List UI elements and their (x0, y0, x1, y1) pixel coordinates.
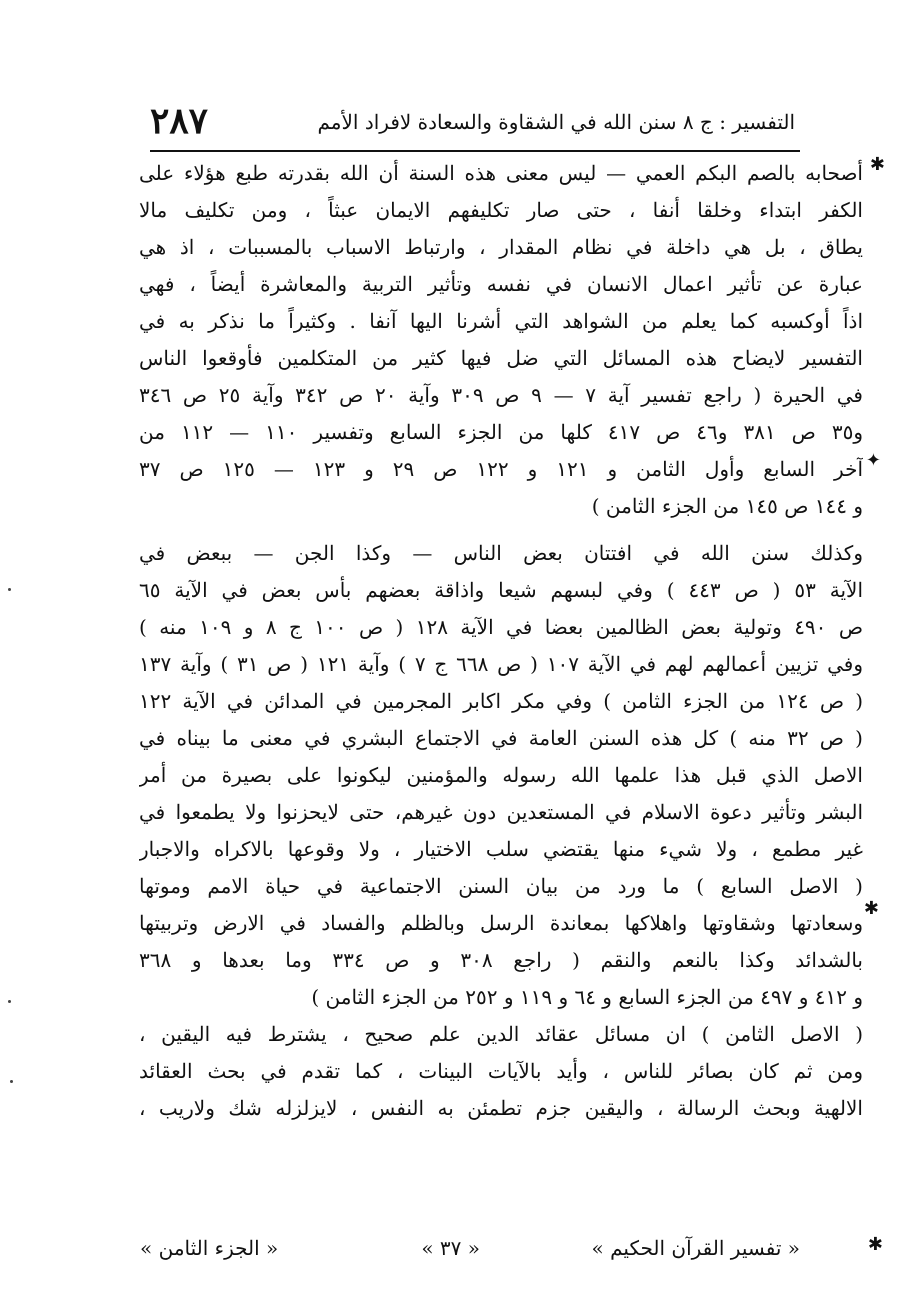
scan-speck (8, 1000, 11, 1003)
footer-page-number: « ٣٧ » (421, 1236, 480, 1260)
text-line: اذاً أوكسبه كما يعلم من الشواهد التي أشرنا اليها آنفا . وكثيراً ما نذكر به في (139, 309, 863, 333)
text-line: أصحابه بالصم البكم العمي — ليس معنى هذه السنة أن الله بقدرته طبع هؤلاء على (139, 161, 863, 185)
text-line: ( ص ١٢٤ من الجزء الثامن ) وفي مكر اكابر المجرمين في المدائن في الآية ١٢٢ (139, 689, 863, 713)
body-text (139, 155, 863, 1127)
text-line: وكذلك سنن الله في افتتان بعض الناس — وكذا الجن — ببعض في (139, 541, 863, 565)
margin-mark-icon: ✱ (869, 154, 885, 175)
text-line: بالشدائد وكذا بالنعم والنقم ( راجع ٣٠٨ و ص ٣٣٤ وما بعدها و ٣٦٨ (139, 948, 863, 972)
running-footer (140, 1232, 800, 1268)
text-line: آخر السابع وأول الثامن و ١٢١ و ١٢٢ ص ٢٩ و ١٢٣ — ١٢٥ ص ٣٧ (139, 457, 863, 481)
text-line: التفسير لايضاح هذه المسائل التي ضل فيها كثير من المتكلمين فأوقعوا الناس (139, 346, 863, 370)
running-header (150, 98, 795, 150)
margin-mark-icon: ✱ (863, 898, 879, 919)
header-title: التفسير : ج ٨ سنن الله في الشقاوة والسعادة لافراد الأمم (317, 110, 795, 134)
text-line: و ٤١٢ و ٤٩٧ من الجزء السابع و ٦٤ و ١١٩ و ٢٥٢ من الجزء الثامن ) (311, 985, 863, 1009)
text-line: وفي تزيين أعمالهم لهم في الآية ١٠٧ ( ص ٦٦٨ ج ٧ ) وآية ١٢١ ( ص ٣١ ) وآية ١٣٧ (139, 652, 863, 676)
text-line: ص ٤٩٠ وتولية بعض الظالمين بعضا في الآية ١٢٨ ( ص ١٠٠ ج ٨ و ١٠٩ منه ) (139, 615, 863, 639)
text-line: غير مطمع ، ولا شيء منها يقتضي سلب الاختيار ، ولا وقوعها بالاكراه والاجبار (139, 837, 863, 861)
footer-series-title: « تفسير القرآن الحكيم » (591, 1236, 800, 1260)
margin-mark-icon: ✱ (867, 1234, 883, 1255)
header-rule (150, 150, 800, 152)
text-line: يطاق ، بل هي داخلة في نظام المقدار ، وارتباط الاسباب بالمسببات ، اذ هي (139, 235, 863, 259)
text-line: الالهية وبحث الرسالة ، واليقين جزم تطمئن به النفس ، لايزلزله شك ولاريب ، (139, 1096, 863, 1120)
header-page-number: ٢٨٧ (150, 100, 209, 142)
margin-mark-icon: ✦ (865, 450, 881, 471)
text-line: ( ص ٣٢ منه ) كل هذه السنن العامة في الاجتماع البشري في معنى ما بيناه في (139, 726, 863, 750)
text-line: و٣٥ ص ٣٨١ و٤٦ ص ٤١٧ كلها من الجزء السابع وتفسير ١١٠ — ١١٢ من (139, 420, 863, 444)
paragraph-gap (139, 525, 863, 535)
text-line: في الحيرة ( راجع تفسير آية ٧ — ٩ ص ٣٠٩ وآية ٢٠ ص ٣٤٢ وآية ٢٥ ص ٣٤٦ (139, 383, 863, 407)
scan-speck (10, 1080, 13, 1083)
text-line: ( الاصل الثامن ) ان مسائل عقائد الدين علم صحيح ، يشترط فيه اليقين ، (139, 1022, 863, 1046)
text-line: ومن ثم كان بصائر للناس ، وأيد بالآيات البينات ، كما تقدم في بحث العقائد (139, 1059, 863, 1083)
text-line: الكفر ابتداء وخلقا أنفا ، حتى صار تكليفهم الايمان عبثاً ، ومن تكليف مالا (139, 198, 863, 222)
scan-speck (8, 588, 11, 591)
text-line: و ١٤٤ ص ١٤٥ من الجزء الثامن ) (591, 494, 863, 518)
text-line: الآية ٥٣ ( ص ٤٤٣ ) وفي لبسهم شيعا واذاقة بعضهم بأس بعض في الآية ٦٥ (139, 578, 863, 602)
footer-part-label: « الجزء الثامن » (140, 1236, 279, 1260)
text-line: الاصل الذي قبل هذا علمها الله رسوله والمؤمنين ليكونوا على بصيرة من أمر (139, 763, 863, 787)
text-line: وسعادتها وشقاوتها واهلاكها بمعاندة الرسل وبالظلم والفساد في الارض وتربيتها (139, 911, 863, 935)
text-line: عبارة عن تأثير اعمال الانسان في نفسه وتأثير التربية والمعاشرة أيضاً ، فهي (139, 272, 863, 296)
text-line: ( الاصل السابع ) ما ورد من بيان السنن الاجتماعية في حياة الامم وموتها (139, 874, 863, 898)
text-line: البشر وتأثير دعوة الاسلام في المستعدين دون غيرهم، حتى لايحزنوا ولا يطمعوا في (139, 800, 863, 824)
